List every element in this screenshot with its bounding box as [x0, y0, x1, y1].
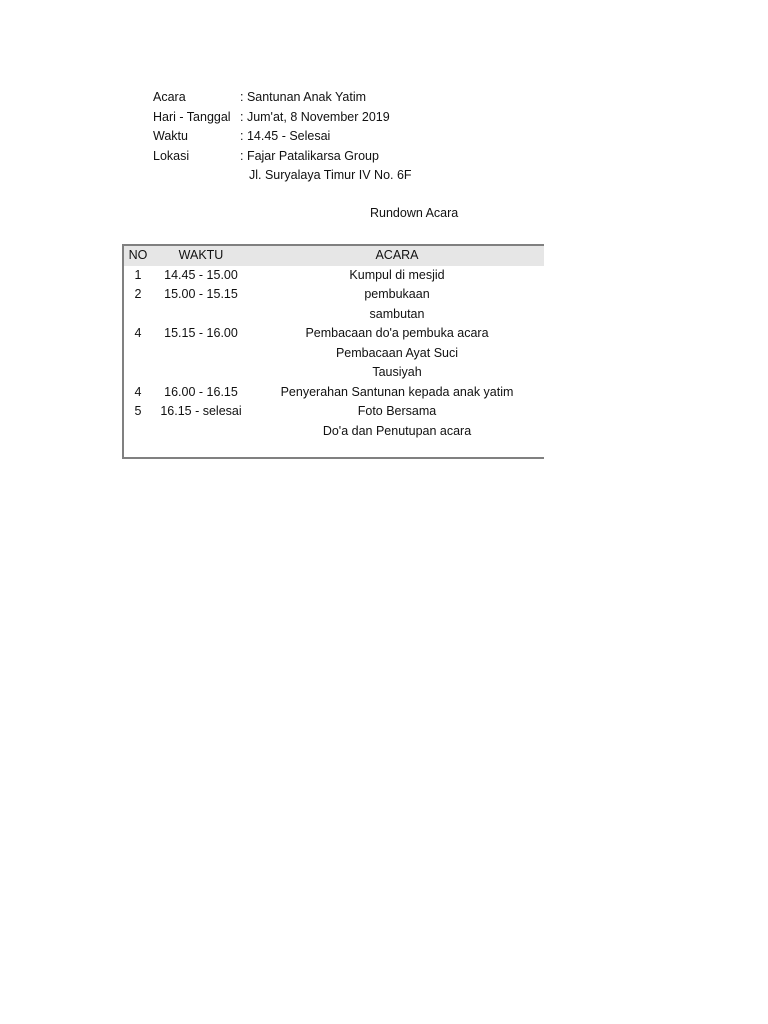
cell-no: 5	[134, 404, 142, 418]
cell-no: 4	[134, 326, 142, 340]
cell-waktu	[152, 305, 250, 325]
info-value: : 14.45 - Selesai	[240, 129, 331, 143]
table-row	[124, 363, 544, 383]
cell-acara: Tausiyah	[372, 365, 422, 379]
table-row	[124, 402, 544, 422]
header-no: NO	[128, 248, 148, 262]
table-row	[124, 305, 544, 325]
info-label: Waktu	[153, 129, 188, 143]
table-row	[124, 266, 544, 286]
cell-acara: Penyerahan Santunan kepada anak yatim	[280, 384, 514, 399]
cell-no: 1	[134, 267, 142, 282]
cell-acara: Do'a dan Penutupan acara	[322, 423, 472, 438]
info-value: : Santunan Anak Yatim	[240, 90, 367, 104]
rundown-table	[122, 244, 544, 459]
header-waktu: WAKTU	[178, 248, 224, 262]
cell-waktu: 15.15 - 16.00	[164, 326, 238, 340]
info-row-hari-tanggal	[153, 108, 533, 128]
cell-no	[124, 422, 152, 442]
cell-acara: pembukaan	[364, 287, 430, 301]
table-row	[124, 383, 544, 403]
header-acara: ACARA	[375, 248, 419, 262]
table-row	[124, 285, 544, 305]
cell-no	[124, 305, 152, 325]
cell-no: 2	[134, 287, 142, 301]
info-row-acara	[153, 88, 533, 108]
info-row-waktu	[153, 127, 533, 147]
info-row-lokasi	[153, 147, 533, 167]
info-label: Lokasi	[153, 148, 190, 163]
info-row-address	[153, 166, 533, 186]
info-label: Acara	[153, 90, 186, 104]
cell-no: 4	[134, 384, 142, 399]
rundown-table-grid	[124, 246, 544, 441]
cell-acara: Kumpul di mesjid	[349, 267, 445, 282]
cell-waktu: 16.15 - selesai	[160, 404, 242, 418]
info-label: Hari - Tanggal	[153, 109, 231, 124]
table-row	[124, 324, 544, 344]
cell-no	[124, 344, 152, 364]
cell-no	[124, 363, 152, 383]
cell-acara: Foto Bersama	[357, 404, 437, 418]
rundown-title: Rundown Acara	[370, 206, 459, 220]
cell-waktu: 14.45 - 15.00	[164, 267, 238, 282]
info-value: : Jum'at, 8 November 2019	[240, 109, 390, 124]
address-line: Jl. Suryalaya Timur IV No. 6F	[249, 168, 412, 182]
cell-acara: Pembacaan do'a pembuka acara	[305, 326, 489, 340]
table-row	[124, 422, 544, 442]
cell-waktu: 16.00 - 16.15	[164, 384, 238, 399]
cell-waktu	[152, 422, 250, 442]
table-row	[124, 344, 544, 364]
cell-acara: Pembacaan Ayat Suci	[335, 345, 459, 360]
table-header-row	[124, 246, 544, 266]
info-value: : Fajar Patalikarsa Group	[240, 148, 379, 163]
cell-waktu	[152, 344, 250, 364]
cell-acara: sambutan	[369, 306, 425, 321]
event-info	[153, 88, 533, 186]
cell-waktu	[152, 363, 250, 383]
cell-waktu: 15.00 - 15.15	[164, 287, 238, 301]
